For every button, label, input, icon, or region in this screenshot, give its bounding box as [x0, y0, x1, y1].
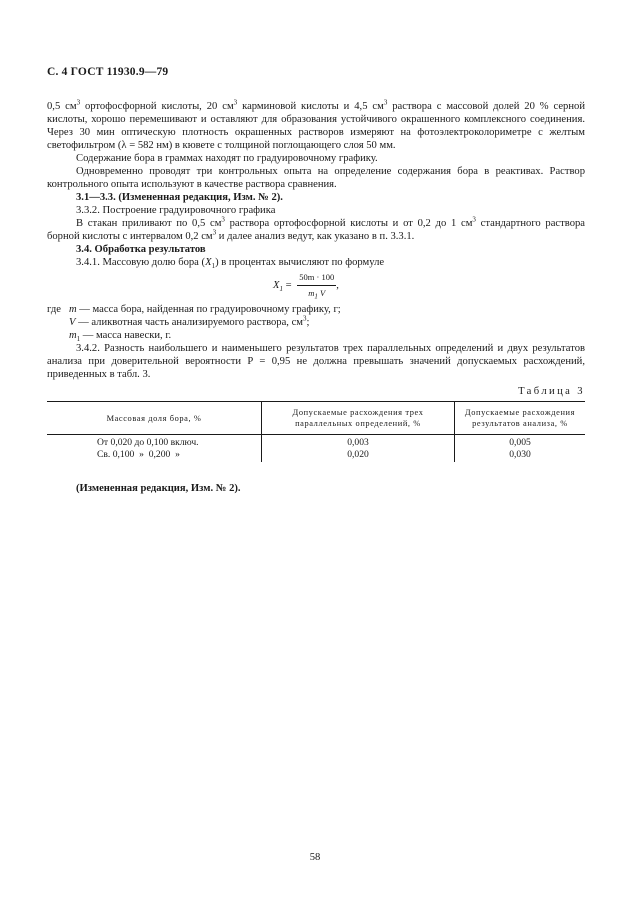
formula-variable: X	[273, 280, 280, 291]
paragraph-3-4-2: 3.4.2. Разность наибольшего и наименьшего результатов трех параллельных определений и двух результатов анализа при доверительной вероятности P = 0,95 не должна превышать значений допускаемых расхождений, приведенных в табл. 3.	[47, 343, 585, 380]
formula-variable: m	[308, 288, 315, 298]
table-header-cell: Допускаемые расхождения трех параллельных определений, %	[262, 402, 455, 435]
superscript: 3	[472, 215, 476, 224]
definition-symbol: V	[69, 317, 76, 328]
superscript: 3	[221, 215, 225, 224]
definition-text: — аликвотная часть анализируемого раствора, см	[75, 317, 304, 328]
table-cell: 0,030	[455, 449, 586, 463]
definition-symbol: m	[69, 304, 77, 315]
paragraph-procedure	[47, 100, 585, 152]
definition-line	[47, 316, 585, 329]
table-title: Таблица 3	[518, 386, 585, 397]
table-cell: Св. 0,100 » 0,200 »	[97, 448, 180, 460]
text-run: раствора с массовой долей 20 % серной кислоты, хорошо перемешивают и оставляют для образования устойчивого окрашенного комплексного соединения. Через 30 мин оптическую плотность окрашенных растворов измеряют на фотоэлектроколориметре с желтым светофильтром (λ = 582 нм) в кювете с толщиной поглощающего слоя 50 мм.	[47, 101, 585, 151]
subscript: 1	[211, 262, 216, 271]
section-heading-3-4: 3.4. Обработка результатов	[76, 244, 206, 255]
superscript: 3	[76, 98, 81, 107]
paragraph-3-4-1	[47, 256, 585, 269]
table-cell: От 0,020 до 0,100 включ.	[97, 437, 199, 448]
definition-line	[47, 303, 585, 316]
definition-line	[47, 329, 585, 342]
formula-lhs	[273, 279, 283, 292]
table-row	[47, 435, 585, 449]
text-run: и далее анализ ведут, как указано в п. 3.3.1.	[216, 231, 415, 242]
text-run: раствора ортофосфорной кислоты и от 0,2 до 1 см	[224, 218, 473, 229]
table-row	[47, 449, 585, 463]
superscript: 3	[303, 314, 307, 323]
formula-expression	[273, 271, 339, 300]
table-cell: 0,020	[262, 449, 455, 463]
superscript: 3	[233, 98, 238, 107]
formula-variable: V	[317, 288, 326, 298]
table-header-cell: Массовая доля бора, %	[47, 402, 262, 435]
text-run: ортофосфорной кислоты, 20 см	[80, 101, 234, 112]
tolerance-table	[47, 401, 585, 462]
subscript: 1	[76, 335, 81, 344]
definition-text: — масса навески, г.	[80, 330, 172, 341]
definition-text: — масса бора, найденная по градуировочному графику, г;	[76, 304, 341, 315]
text-run: В стакан приливают по 0,5 см	[76, 218, 222, 229]
definition-symbol: m	[69, 330, 77, 341]
definition-lead: где	[47, 304, 61, 315]
paragraph-control-experiment: Одновременно проводят три контрольных опыта на определение содержания бора в реактивах. Раствор контрольного опыта используют в качестве раствора сравнения.	[47, 166, 585, 190]
table-cell: 0,005	[455, 435, 586, 449]
table-header-row	[47, 402, 585, 435]
formula-comma: ,	[336, 279, 339, 291]
amendment-note: (Измененная редакция, Изм. № 2).	[76, 483, 241, 494]
section-heading-3-3-2: 3.3.2. Построение градуировочного графика	[76, 205, 276, 216]
formula	[47, 269, 585, 303]
superscript: 3	[212, 228, 217, 237]
paragraph-boron-content: Содержание бора в граммах находят по градуировочному графику.	[76, 153, 378, 164]
formula-fraction	[297, 271, 336, 300]
text-run: ) в процентах вычисляют по формуле	[215, 257, 385, 268]
text-run: стандартного раствора борной кислоты с интервалом 0,2 см	[47, 218, 585, 242]
table-header-cell: Допускаемые расхождения результатов анализа, %	[455, 402, 586, 435]
formula-numerator: 50m · 100	[297, 271, 336, 286]
subscript: 1	[314, 292, 318, 301]
amendment-note-3-1: 3.1—3.3. (Измененная редакция, Изм. № 2).	[76, 192, 283, 203]
text-run: 3.4.1. Массовую долю бора (	[76, 257, 206, 268]
paragraph-calibration	[47, 217, 585, 243]
subscript: 1	[279, 285, 283, 294]
variable: X	[205, 257, 212, 268]
document-body	[47, 100, 585, 495]
superscript: 3	[383, 98, 388, 107]
formula-denominator	[297, 286, 336, 300]
definition-text: ;	[306, 317, 310, 328]
page-header: С. 4 ГОСТ 11930.9—79	[47, 66, 169, 78]
text-run: 0,5 см	[47, 101, 77, 112]
page-number: 58	[309, 852, 321, 863]
table-cell: 0,003	[262, 435, 455, 449]
text-run: карминовой кислоты и 4,5 см	[237, 101, 384, 112]
formula-equals: =	[282, 279, 295, 291]
